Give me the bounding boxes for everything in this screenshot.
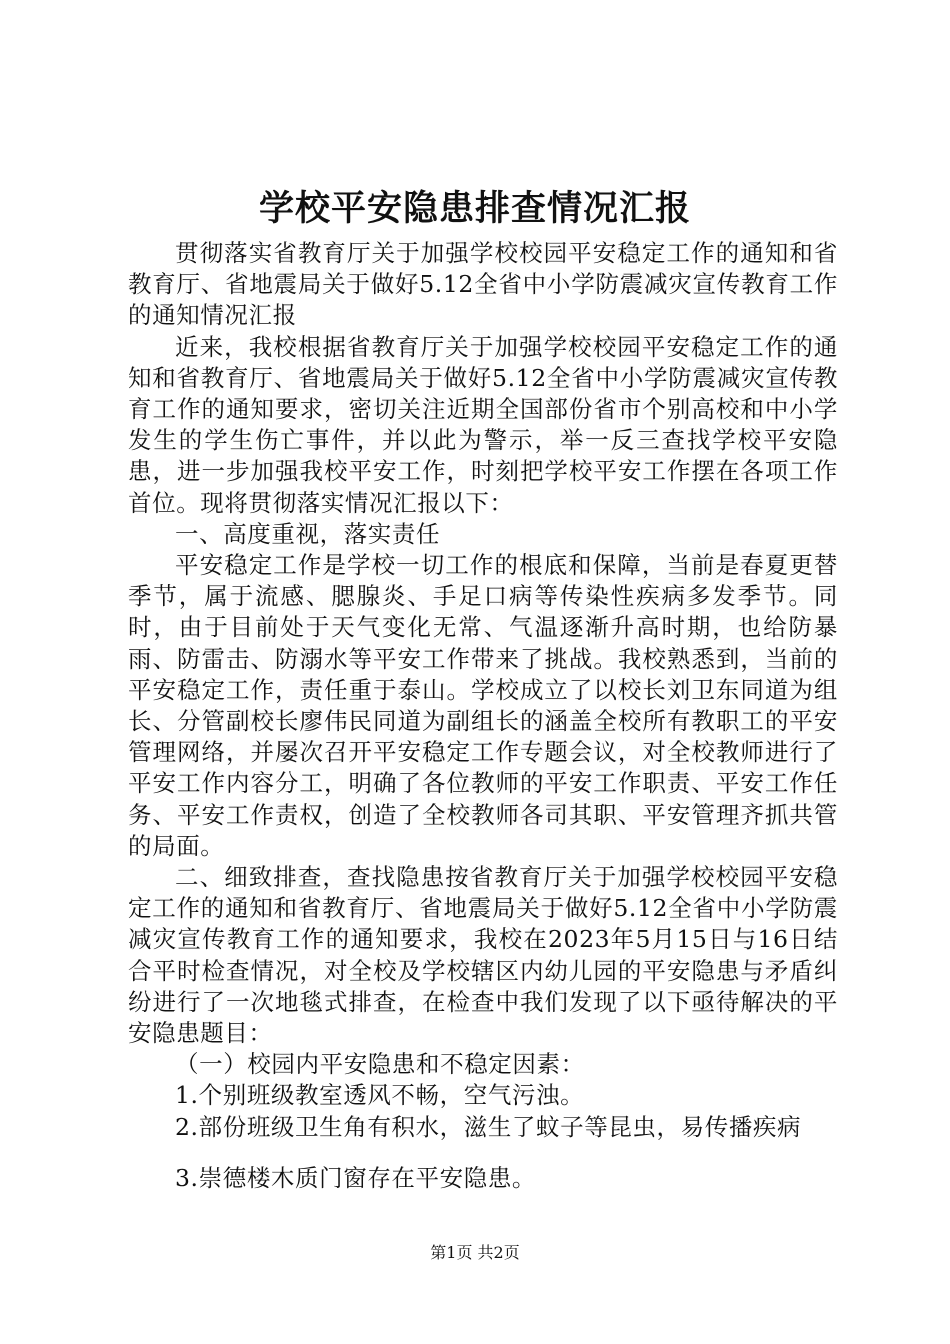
page-total: 共2页: [477, 1243, 520, 1262]
page-number: 第1页: [430, 1243, 473, 1262]
subsection-heading-1: （一）校园内平安隐患和不稳定因素：: [175, 1050, 585, 1079]
document-title: 学校平安隐患排查情况汇报: [258, 188, 691, 229]
paragraph-intro: 近来，我校根据省教育厅关于加强学校校园平安稳定工作的通知和省教育厅、省地震局关于做好5.12全省中小学防震减灾宣传教育工作的通知要求，密切关注近期全国部份省市个别高校和中小学发生的学生伤亡事件，并以此为警示，举一反三查找学校平安隐患，进一步加强我校平安工作，时刻把学校平安工作摆在各项工作首位。现将贯彻落实情况汇报以下：: [128, 332, 838, 517]
paragraph-section-1: 平安稳定工作是学校一切工作的根底和保障，当前是春夏更替季节，属于流感、腮腺炎、手足口病等传染性疾病多发季节。同时，由于目前处于天气变化无常、气温逐渐升高时期，也给防暴雨、防雷击、防溺水等平安工作带来了挑战。我校熟悉到，当前的平安稳定工作，责任重于泰山。学校成立了以校长刘卫东同道为组长、分管副校长廖伟民同道为副组长的涵盖全校所有教职工的平安管理网络，并屡次召开平安稳定工作专题会议，对全校教师进行了平安工作内容分工，明确了各位教师的平安工作职责、平安工作任务、平安工作责权，创造了全校教师各司其职、平安管理齐抓共管的局面。: [128, 551, 838, 860]
paragraph-section-2: 二、细致排查，查找隐患按省教育厅关于加强学校校园平安稳定工作的通知和省教育厅、省地震局关于做好5.12全省中小学防震减灾宣传教育工作的通知要求，我校在2023年5月15日与16日结合平时检查情况，对全校及学校辖区内幼儿园的平安隐患与矛盾纠纷进行了一次地毯式排查，在检查中我们发现了以下亟待解决的平安隐患题目：: [128, 863, 838, 1048]
list-item-1: 1.个别班级教室透风不畅，空气污浊。: [175, 1081, 585, 1110]
list-item-2: 2.部份班级卫生角有积水，滋生了蚊子等昆虫，易传播疾病: [175, 1112, 802, 1141]
paragraph-heading-note: 贯彻落实省教育厅关于加强学校校园平安稳定工作的通知和省教育厅、省地震局关于做好5.12全省中小学防震减灾宣传教育工作的通知情况汇报: [128, 239, 838, 330]
list-item-3: 3.崇德楼木质门窗存在平安隐患。: [175, 1163, 537, 1192]
section-heading-1: 一、高度重视，落实责任: [175, 519, 441, 548]
page-footer: [0, 1242, 950, 1264]
document-body: [128, 238, 838, 1194]
